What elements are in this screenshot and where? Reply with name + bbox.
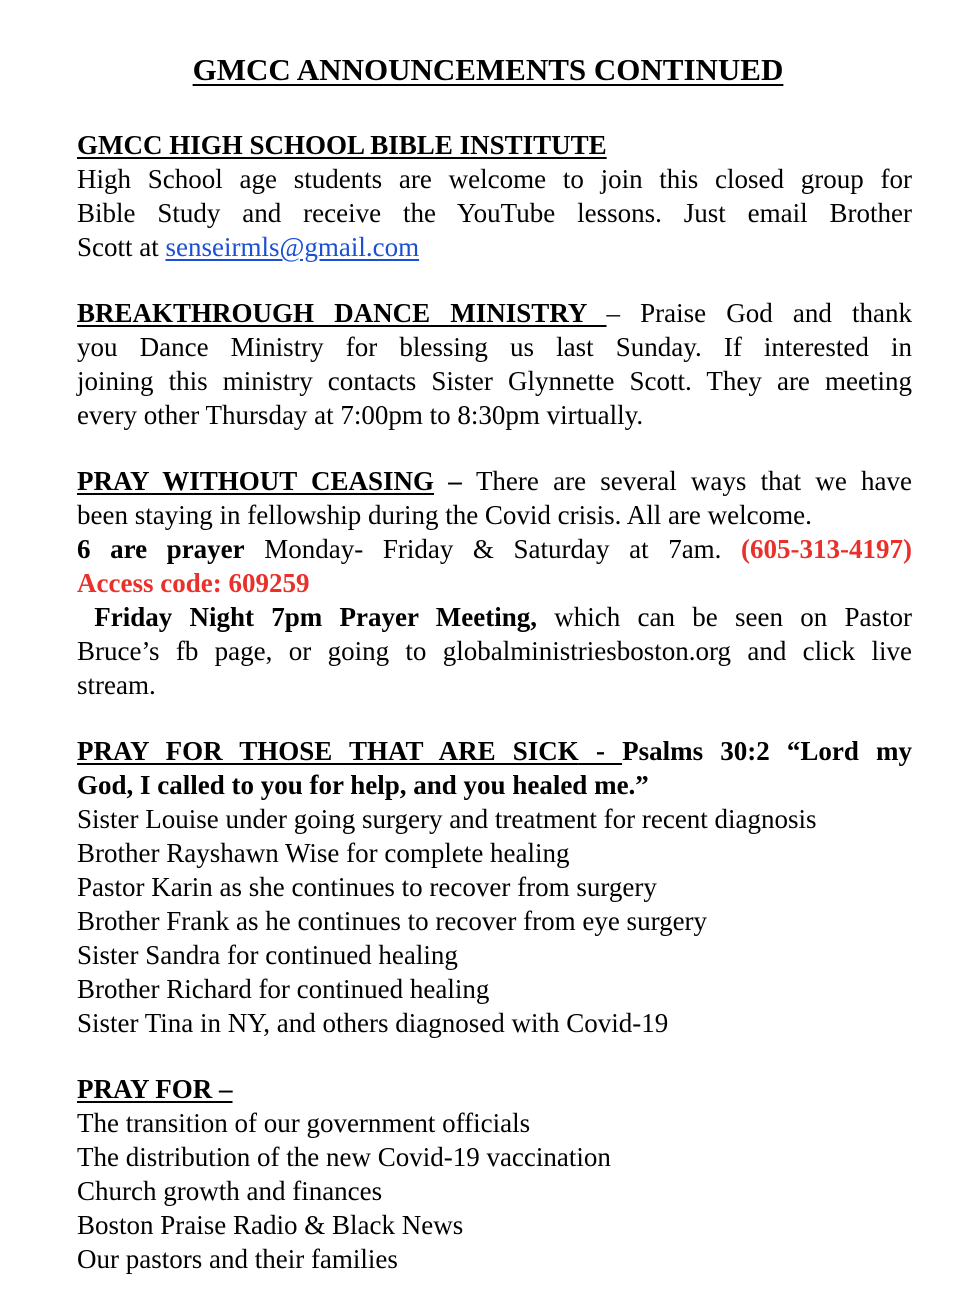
pray-for-item: The transition of our government officials xyxy=(77,1108,531,1138)
pray-without-line-2: been staying in fellowship during the Covid crisis. All are welcome. xyxy=(77,500,812,530)
psalm-verse-part-2: God, I called to you for help, and you healed me.” xyxy=(77,770,649,800)
friday-prayer-label: Friday Night 7pm Prayer Meeting, xyxy=(77,602,537,632)
dance-ministry-line-2: you Dance Ministry for blessing us last Sunday. If interested in xyxy=(77,332,912,362)
page-title: GMCC ANNOUNCEMENTS CONTINUED xyxy=(192,52,784,87)
friday-prayer-line-2: Bruce’s fb page, or going to globalministriesboston.org and click live xyxy=(77,636,912,666)
sick-prayer-list xyxy=(77,802,912,1040)
pray-for-item: Church growth and finances xyxy=(77,1176,383,1206)
bible-institute-line-2: Bible Study and receive the YouTube lessons. Just email Brother xyxy=(77,198,912,228)
pray-without-heading: PRAY WITHOUT CEASING xyxy=(77,466,435,496)
pray-for-list xyxy=(77,1106,912,1276)
bible-institute-section xyxy=(77,128,912,264)
pray-for-heading: PRAY FOR – xyxy=(77,1074,233,1104)
pray-for-sick-section xyxy=(77,734,912,1040)
sick-prayer-item: Sister Sandra for continued healing xyxy=(77,940,458,970)
bible-institute-line-1: High School age students are welcome to join this closed group for xyxy=(77,164,912,194)
pray-for-item: The distribution of the new Covid-19 vaccination xyxy=(77,1142,611,1172)
sick-prayer-item: Pastor Karin as she continues to recover from surgery xyxy=(77,872,657,902)
bible-institute-email-prefix: Scott at xyxy=(77,232,166,262)
bible-institute-line-3 xyxy=(77,230,912,264)
pray-without-intro: There are several ways that we have xyxy=(475,466,912,496)
pray-for-section xyxy=(77,1072,912,1276)
friday-prayer-line-3: stream. xyxy=(77,670,156,700)
sick-prayer-item: Sister Tina in NY, and others diagnosed with Covid-19 xyxy=(77,1008,669,1038)
email-link[interactable]: senseirmls@gmail.com xyxy=(165,232,420,262)
pray-for-sick-heading: PRAY FOR THOSE THAT ARE SICK xyxy=(77,736,579,766)
dance-ministry-line-1 xyxy=(77,296,912,330)
psalm-verse-part-1: Psalms 30:2 “Lord my xyxy=(622,736,912,766)
pray-for-item: Boston Praise Radio & Black News xyxy=(77,1210,464,1240)
sick-prayer-item: Sister Louise under going surgery and treatment for recent diagnosis xyxy=(77,804,817,834)
sick-prayer-item: Brother Frank as he continues to recover from eye surgery xyxy=(77,906,708,936)
pray-for-sick-line-1 xyxy=(77,734,912,768)
dance-ministry-line-3: joining this ministry contacts Sister Glynnette Scott. They are meeting xyxy=(77,366,912,396)
bible-institute-heading: GMCC HIGH SCHOOL BIBLE INSTITUTE xyxy=(77,130,607,160)
prayer-access-code: Access code: 609259 xyxy=(77,568,310,598)
pray-without-ceasing-section xyxy=(77,464,912,702)
pray-for-item: Our pastors and their families xyxy=(77,1244,398,1274)
six-prayer-line xyxy=(77,532,912,566)
dance-ministry-line-4: every other Thursday at 7:00pm to 8:30pm virtually. xyxy=(77,400,644,430)
dance-ministry-intro: – Praise God and thank xyxy=(606,298,913,328)
pray-for-sick-dash: - xyxy=(578,736,623,766)
sick-prayer-item: Brother Richard for continued healing xyxy=(77,974,490,1004)
pray-without-line-1 xyxy=(77,464,912,498)
dance-ministry-section xyxy=(77,296,912,432)
pray-without-dash: – xyxy=(434,466,476,496)
dance-ministry-heading: BREAKTHROUGH DANCE MINISTRY xyxy=(77,298,607,328)
six-prayer-label: 6 are prayer xyxy=(77,534,245,564)
sick-prayer-item: Brother Rayshawn Wise for complete healing xyxy=(77,838,570,868)
friday-prayer-line xyxy=(77,600,912,634)
friday-prayer-intro: which can be seen on Pastor xyxy=(537,602,912,632)
prayer-phone-number: (605-313-4197) xyxy=(741,534,912,564)
six-prayer-schedule: Monday- Friday & Saturday at 7am. xyxy=(244,534,742,564)
